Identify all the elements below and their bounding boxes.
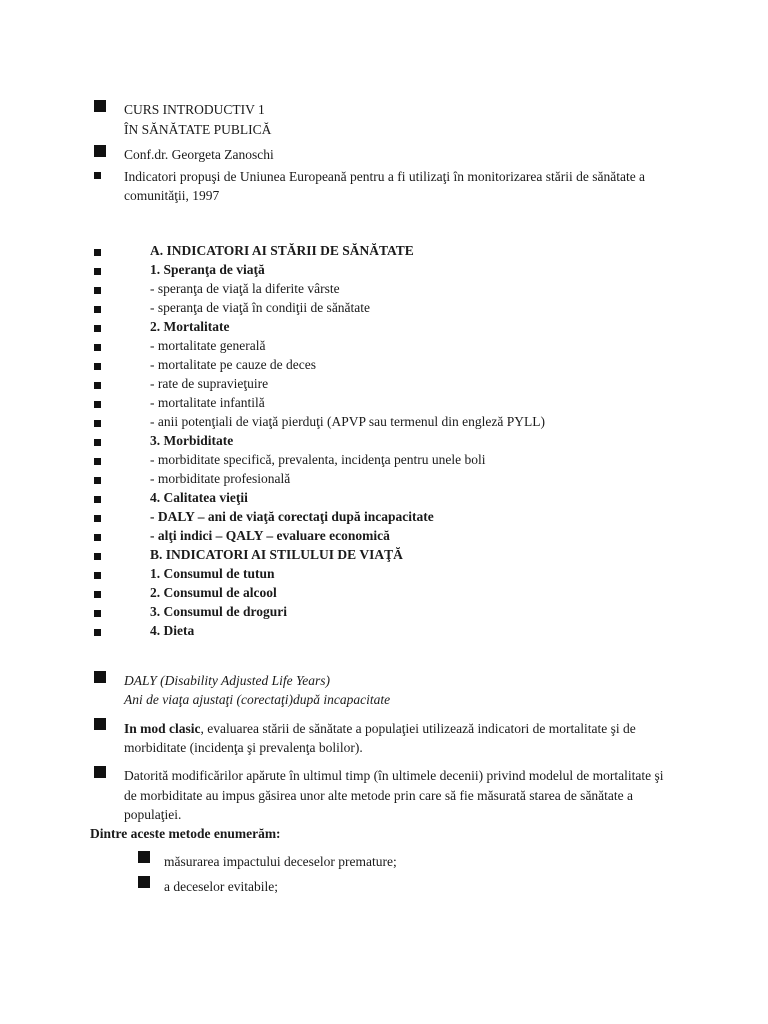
bullet-square-icon [94, 344, 101, 351]
bullet-square-icon [94, 268, 101, 275]
indicator-list-item: - alţi indici – QALY – evaluare economică [150, 528, 390, 543]
indicator-list-item: 1. Consumul de tutun [150, 566, 275, 581]
indicator-list-item: - mortalitate generală [150, 338, 266, 353]
bullet-square-icon [94, 671, 106, 683]
bullet-square-icon [138, 876, 150, 888]
indicator-list-item: - morbiditate profesională [150, 471, 291, 486]
bullet-square-icon [94, 100, 106, 112]
indicator-list-item: - morbiditate specifică, prevalenta, incidenţa pentru unele boli [150, 452, 486, 467]
bullet-square-icon [94, 363, 101, 370]
bullet-square-icon [94, 306, 101, 313]
bullet-square-icon [94, 458, 101, 465]
method-item: măsurarea impactului deceselor premature; [164, 854, 397, 869]
intro-line2: comunităţii, 1997 [124, 188, 220, 203]
indicator-list-item: - speranţa de viaţă la diferite vârste [150, 281, 340, 296]
indicator-list-item: - mortalitate pe cauze de deces [150, 357, 317, 372]
bullet-square-icon [94, 718, 106, 730]
bullet-square-icon [94, 572, 101, 579]
bullet-square-icon [94, 325, 101, 332]
indicator-list-item: - mortalitate infantilă [150, 395, 265, 410]
bullet-square-icon [94, 477, 101, 484]
bullet-square-icon [94, 629, 101, 636]
bullet-square-icon [94, 401, 101, 408]
indicator-list-item: - anii potenţiali de viaţă pierduţi (APVP sau termenul din engleză PYLL) [150, 414, 546, 429]
indicator-list-item: 4. Dieta [150, 623, 195, 638]
method-item: a deceselor evitabile; [164, 879, 278, 894]
classic-evaluation-line1 [124, 720, 636, 738]
bullet-square-icon [94, 249, 101, 256]
bullet-square-icon [94, 496, 101, 503]
author-name: Conf.dr. Georgeta Zanoschi [124, 147, 274, 162]
indicator-list-item: - rate de supravieţuire [150, 376, 269, 391]
bullet-square-icon [94, 610, 101, 617]
indicator-list-item: 4. Calitatea vieţii [150, 490, 248, 505]
intro-line1: Indicatori propuşi de Uniunea Europeană pentru a fi utilizaţi în monitorizarea stării de sănătate a [124, 169, 646, 184]
bullet-square-icon [138, 851, 150, 863]
bullet-square-icon [94, 287, 101, 294]
bullet-square-icon [94, 534, 101, 541]
indicator-list-item: 3. Consumul de droguri [150, 604, 288, 619]
bullet-square-icon [94, 515, 101, 522]
changes-line3: populaţiei. [124, 807, 182, 822]
bullet-square-icon [94, 382, 101, 389]
classic-evaluation-bold: In mod clasic [124, 721, 201, 736]
methods-heading: Dintre aceste metode enumerăm: [90, 826, 281, 841]
bullet-square-icon [94, 145, 106, 157]
daly-definition: DALY (Disability Adjusted Life Years) [124, 673, 331, 688]
bullet-square-icon [94, 553, 101, 560]
bullet-square-icon [94, 766, 106, 778]
indicator-list-item: 2. Consumul de alcool [150, 585, 277, 600]
course-title-line2: ÎN SĂNĂTATE PUBLICĂ [124, 122, 272, 137]
indicator-list-item: B. INDICATORI AI STILULUI DE VIAŢĂ [150, 547, 403, 562]
indicator-list-item: A. INDICATORI AI STĂRII DE SĂNĂTATE [150, 243, 414, 258]
indicator-list-item: 2. Mortalitate [150, 319, 230, 334]
indicator-list-item: 1. Speranţa de viaţă [150, 262, 265, 277]
changes-line1: Datorită modificărilor apărute în ultimul timp (în ultimele decenii) privind modelul de mortalitate şi [124, 768, 664, 783]
changes-line2: de morbiditate au impus găsirea unor alte metode prin care să fie măsurată starea de sănătate a [124, 788, 634, 803]
bullet-square-icon [94, 420, 101, 427]
indicator-list-item: - DALY – ani de viaţă corectaţi după incapacitate [150, 509, 434, 524]
course-title-line1: CURS INTRODUCTIV 1 [124, 102, 265, 117]
bullet-square-icon [94, 439, 101, 446]
indicator-list-item: 3. Morbiditate [150, 433, 234, 448]
bullet-square-icon [94, 591, 101, 598]
daly-translation: Ani de viaţa ajustaţi (corectaţi)după incapacitate [124, 692, 391, 707]
bullet-square-icon [94, 172, 101, 179]
classic-evaluation-line2: morbiditate (incidenţa şi prevalenţa bolilor). [124, 740, 363, 755]
classic-evaluation-rest: , evaluarea stării de sănătate a populaţiei utilizează indicatori de mortalitate şi de [200, 721, 636, 736]
indicator-list-item: - speranţa de viaţă în condiţii de sănătate [150, 300, 371, 315]
